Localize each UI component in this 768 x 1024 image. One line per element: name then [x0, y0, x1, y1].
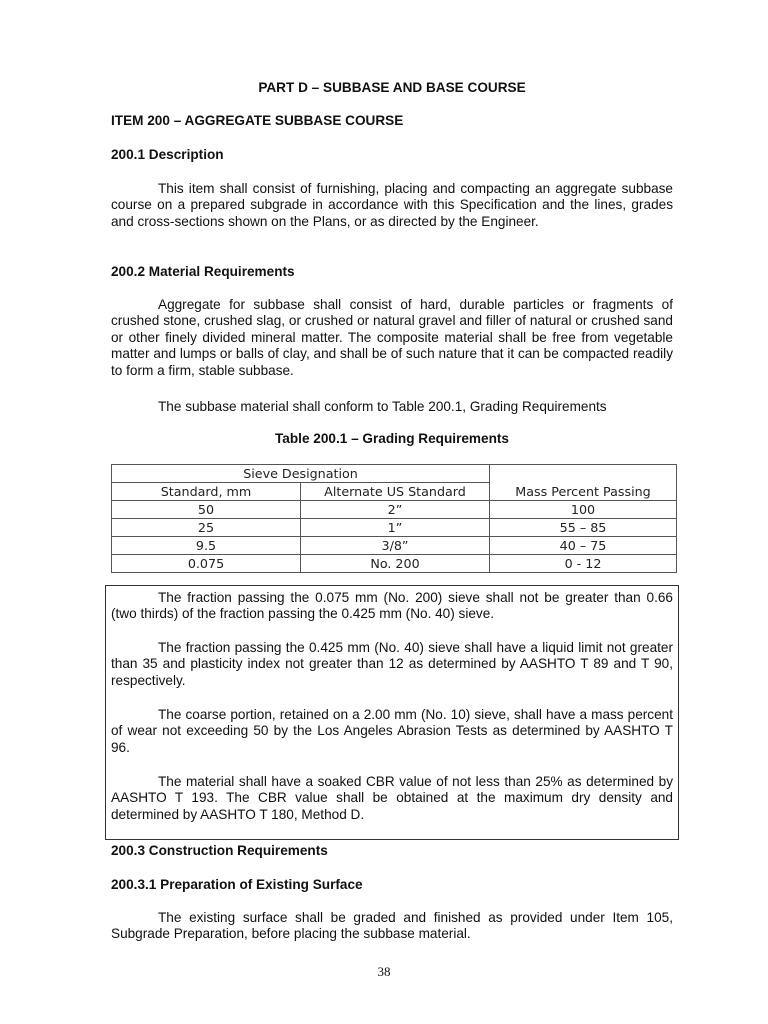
material-requirements-text: Aggregate for subbase shall consist of hard, durable particles or fragments of crushed stone, crushed slag, or crushed or natural gravel and filler of natural or crushed sand or other finely divided mineral matter. The composite material shall be free from vegetable matter and lumps or balls of clay, and shall be of such nature that it can be compacted readily to form a firm, stable subbase. [111, 297, 673, 378]
note-paragraph [111, 707, 673, 756]
note-paragraph [111, 774, 673, 823]
note-paragraph [111, 590, 673, 623]
conform-statement: The subbase material shall conform to Table 200.1, Grading Requirements [158, 399, 607, 414]
section-heading-200-1: 200.1 Description [111, 147, 224, 162]
alternate-cell: 3/8” [301, 537, 490, 555]
note-paragraph [111, 640, 673, 689]
table-row [112, 537, 677, 555]
mass-cell: 0 - 12 [490, 555, 677, 573]
existing-surface-text: The existing surface shall be graded and finished as provided under Item 105, Subgrade Preparation, before placing the subbase material. [111, 910, 673, 942]
sieve-designation-header: Sieve Designation [112, 465, 490, 483]
table-row [112, 501, 677, 519]
standard-cell: 0.075 [112, 555, 301, 573]
standard-cell: 25 [112, 519, 301, 537]
mass-cell: 55 – 85 [490, 519, 677, 537]
mass-cell: 40 – 75 [490, 537, 677, 555]
note-text: The fraction passing the 0.075 mm (No. 200) sieve shall not be greater than 0.66 (two thirds) of the fraction passing the 0.425 mm (No. 40) sieve. [111, 590, 673, 622]
note-text: The fraction passing the 0.425 mm (No. 40) sieve shall have a liquid limit not greater than 35 and plasticity index not greater than 12 as determined by AASHTO T 89 and T 90, respectively. [111, 640, 673, 688]
alternate-cell: 2” [301, 501, 490, 519]
alternate-us-standard-header: Alternate US Standard [301, 483, 490, 501]
note-text: The material shall have a soaked CBR value of not less than 25% as determined by AASHTO T 193. The CBR value shall be obtained at the maximum dry density and determined by AASHTO T 180, Method D. [111, 774, 673, 822]
standard-cell: 50 [112, 501, 301, 519]
existing-surface-paragraph [111, 910, 673, 943]
table-row [112, 555, 677, 573]
material-requirements-paragraph [111, 297, 673, 379]
page-number: 38 [377, 964, 391, 979]
table-caption: Table 200.1 – Grading Requirements [275, 431, 509, 446]
grading-requirements-table [111, 464, 677, 573]
part-title: PART D – SUBBASE AND BASE COURSE [258, 80, 526, 95]
table-header-row [112, 465, 677, 483]
description-text: This item shall consist of furnishing, placing and compacting an aggregate subbase course on a prepared subgrade in accordance with this Specification and the lines, grades and cross-sections shown on the Plans, or as directed by the Engineer. [111, 181, 673, 229]
section-heading-200-2: 200.2 Material Requirements [111, 264, 295, 279]
standard-cell: 9.5 [112, 537, 301, 555]
section-heading-200-3: 200.3 Construction Requirements [111, 843, 328, 858]
table-row [112, 519, 677, 537]
standard-mm-header: Standard, mm [112, 483, 301, 501]
alternate-cell: 1” [301, 519, 490, 537]
mass-cell: 100 [490, 501, 677, 519]
description-paragraph [111, 181, 673, 230]
section-heading-200-3-1: 200.3.1 Preparation of Existing Surface [111, 877, 363, 892]
item-title: ITEM 200 – AGGREGATE SUBBASE COURSE [111, 113, 404, 128]
note-text: The coarse portion, retained on a 2.00 mm (No. 10) sieve, shall have a mass percent of wear not exceeding 50 by the Los Angeles Abrasion Tests as determined by AASHTO T 96. [111, 707, 673, 755]
alternate-cell: No. 200 [301, 555, 490, 573]
mass-percent-passing-header: Mass Percent Passing [490, 465, 677, 501]
